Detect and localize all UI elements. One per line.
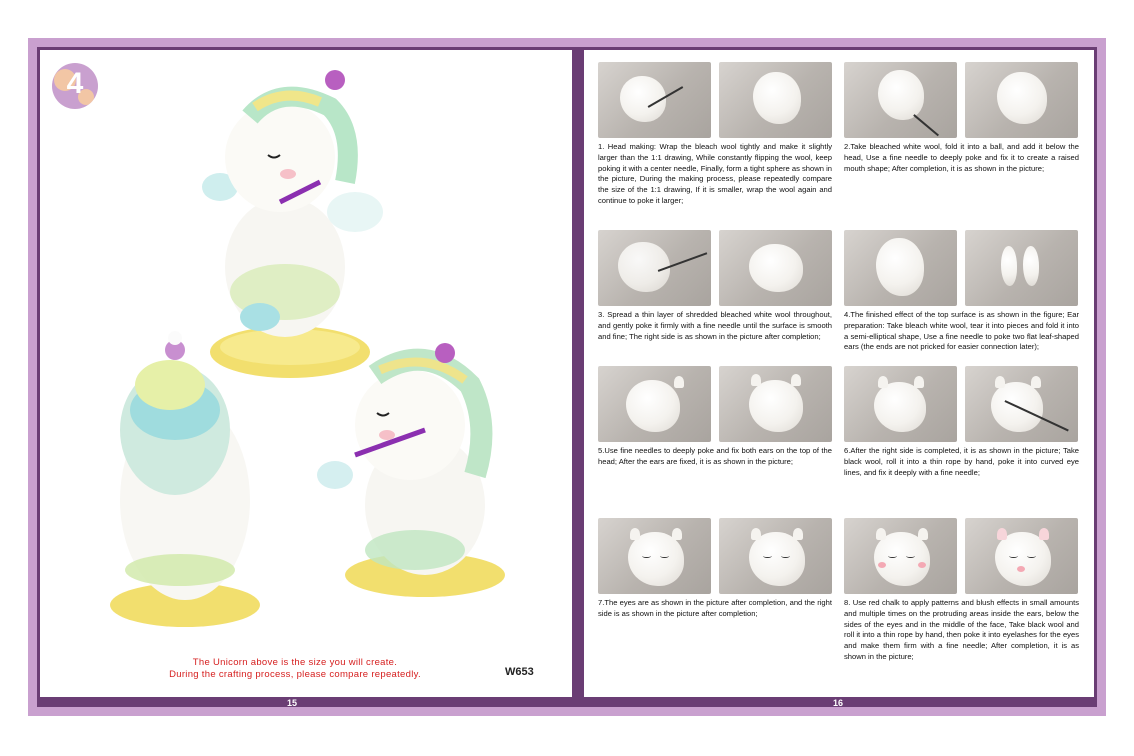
step-3-text: 3. Spread a thin layer of shredded bleached white wool throughout, and gently poke it firmly with a fine needle until the surface is smooth and fine; The right side is as shown in the picture after completion; — [598, 310, 832, 341]
step-2-photo-a — [844, 62, 957, 138]
step-1-text: 1. Head making: Wrap the bleach wool tightly and make it slightly larger than the 1:1 drawing, While constantly flipping the wool, keep poking it with a center needle, Finally, form a tight sphere as shown in the picture, During the making process, please repeatedly compare the size of the 1:1 drawing, If it is smaller, wrap the wool again and continue to poke it larger; — [598, 142, 832, 205]
step-7-photo-b — [719, 518, 832, 594]
step-number-badge — [52, 63, 98, 109]
unicorn-photo-back — [100, 320, 270, 630]
step-1-photo-b — [719, 62, 832, 138]
step-3-photo-b — [719, 230, 832, 306]
size-note — [150, 657, 440, 681]
step-2-text: 2.Take bleached white wool, fold it into a ball, and add it below the head, Use a fine needle to deeply poke and fix it to create a raised mouth shape; After completion, it is as shown in the picture; — [844, 142, 1079, 173]
unicorn-photo-side — [315, 335, 535, 605]
page-number-left: 15 — [287, 698, 298, 708]
page-number-right: 16 — [833, 698, 844, 708]
step-6-photo-b — [965, 366, 1078, 442]
step-3-photo-a — [598, 230, 711, 306]
step-6-photo-a — [844, 366, 957, 442]
step-number: 4 — [66, 67, 84, 100]
step-1-photo-a — [598, 62, 711, 138]
step-2-photo-b — [965, 62, 1078, 138]
step-8-text: 8. Use red chalk to apply patterns and blush effects in small amounts and multiple times on the protruding areas inside the ears, below the sides of the eyes and in the middle of the face, Take black wool and roll it into a thin rope by hand, then poke it into eyelashes for the eyes and make them firm with a fine needle; After completion, it is as shown in the picture; — [844, 598, 1079, 661]
product-code: W653 — [505, 666, 534, 678]
step-5-text: 5.Use fine needles to deeply poke and fix both ears on the top of the head; After the ears are fixed, it is as shown in the picture; — [598, 446, 832, 466]
step-4-photo-a — [844, 230, 957, 306]
step-6-text: 6.After the right side is completed, it is as shown in the picture; Take black wool, roll it into a thin rope by hand, poke it into curved eye lines, and fix it deeply with a fine needle; — [844, 446, 1079, 477]
step-5-photo-b — [719, 366, 832, 442]
step-7-photo-a — [598, 518, 711, 594]
step-4-text: 4.The finished effect of the top surface is as shown in the figure; Ear preparation: Take bleach white wool, tear it into pieces and fold it into a semi-elliptical shape, Use a fine needle to poke two flat leaf-shaped ears (the ends are not pricked for easier connection later); — [844, 310, 1079, 352]
size-note-line-2: During the crafting process, please compare repeatedly. — [169, 669, 421, 680]
step-8-photo-b — [965, 518, 1078, 594]
step-7-text: 7.The eyes are as shown in the picture after completion, and the right side is as shown in the picture after completion; — [598, 598, 832, 618]
step-4-photo-b — [965, 230, 1078, 306]
step-5-photo-a — [598, 366, 711, 442]
step-8-photo-a — [844, 518, 957, 594]
size-note-line-1: The Unicorn above is the size you will create. — [192, 657, 398, 668]
